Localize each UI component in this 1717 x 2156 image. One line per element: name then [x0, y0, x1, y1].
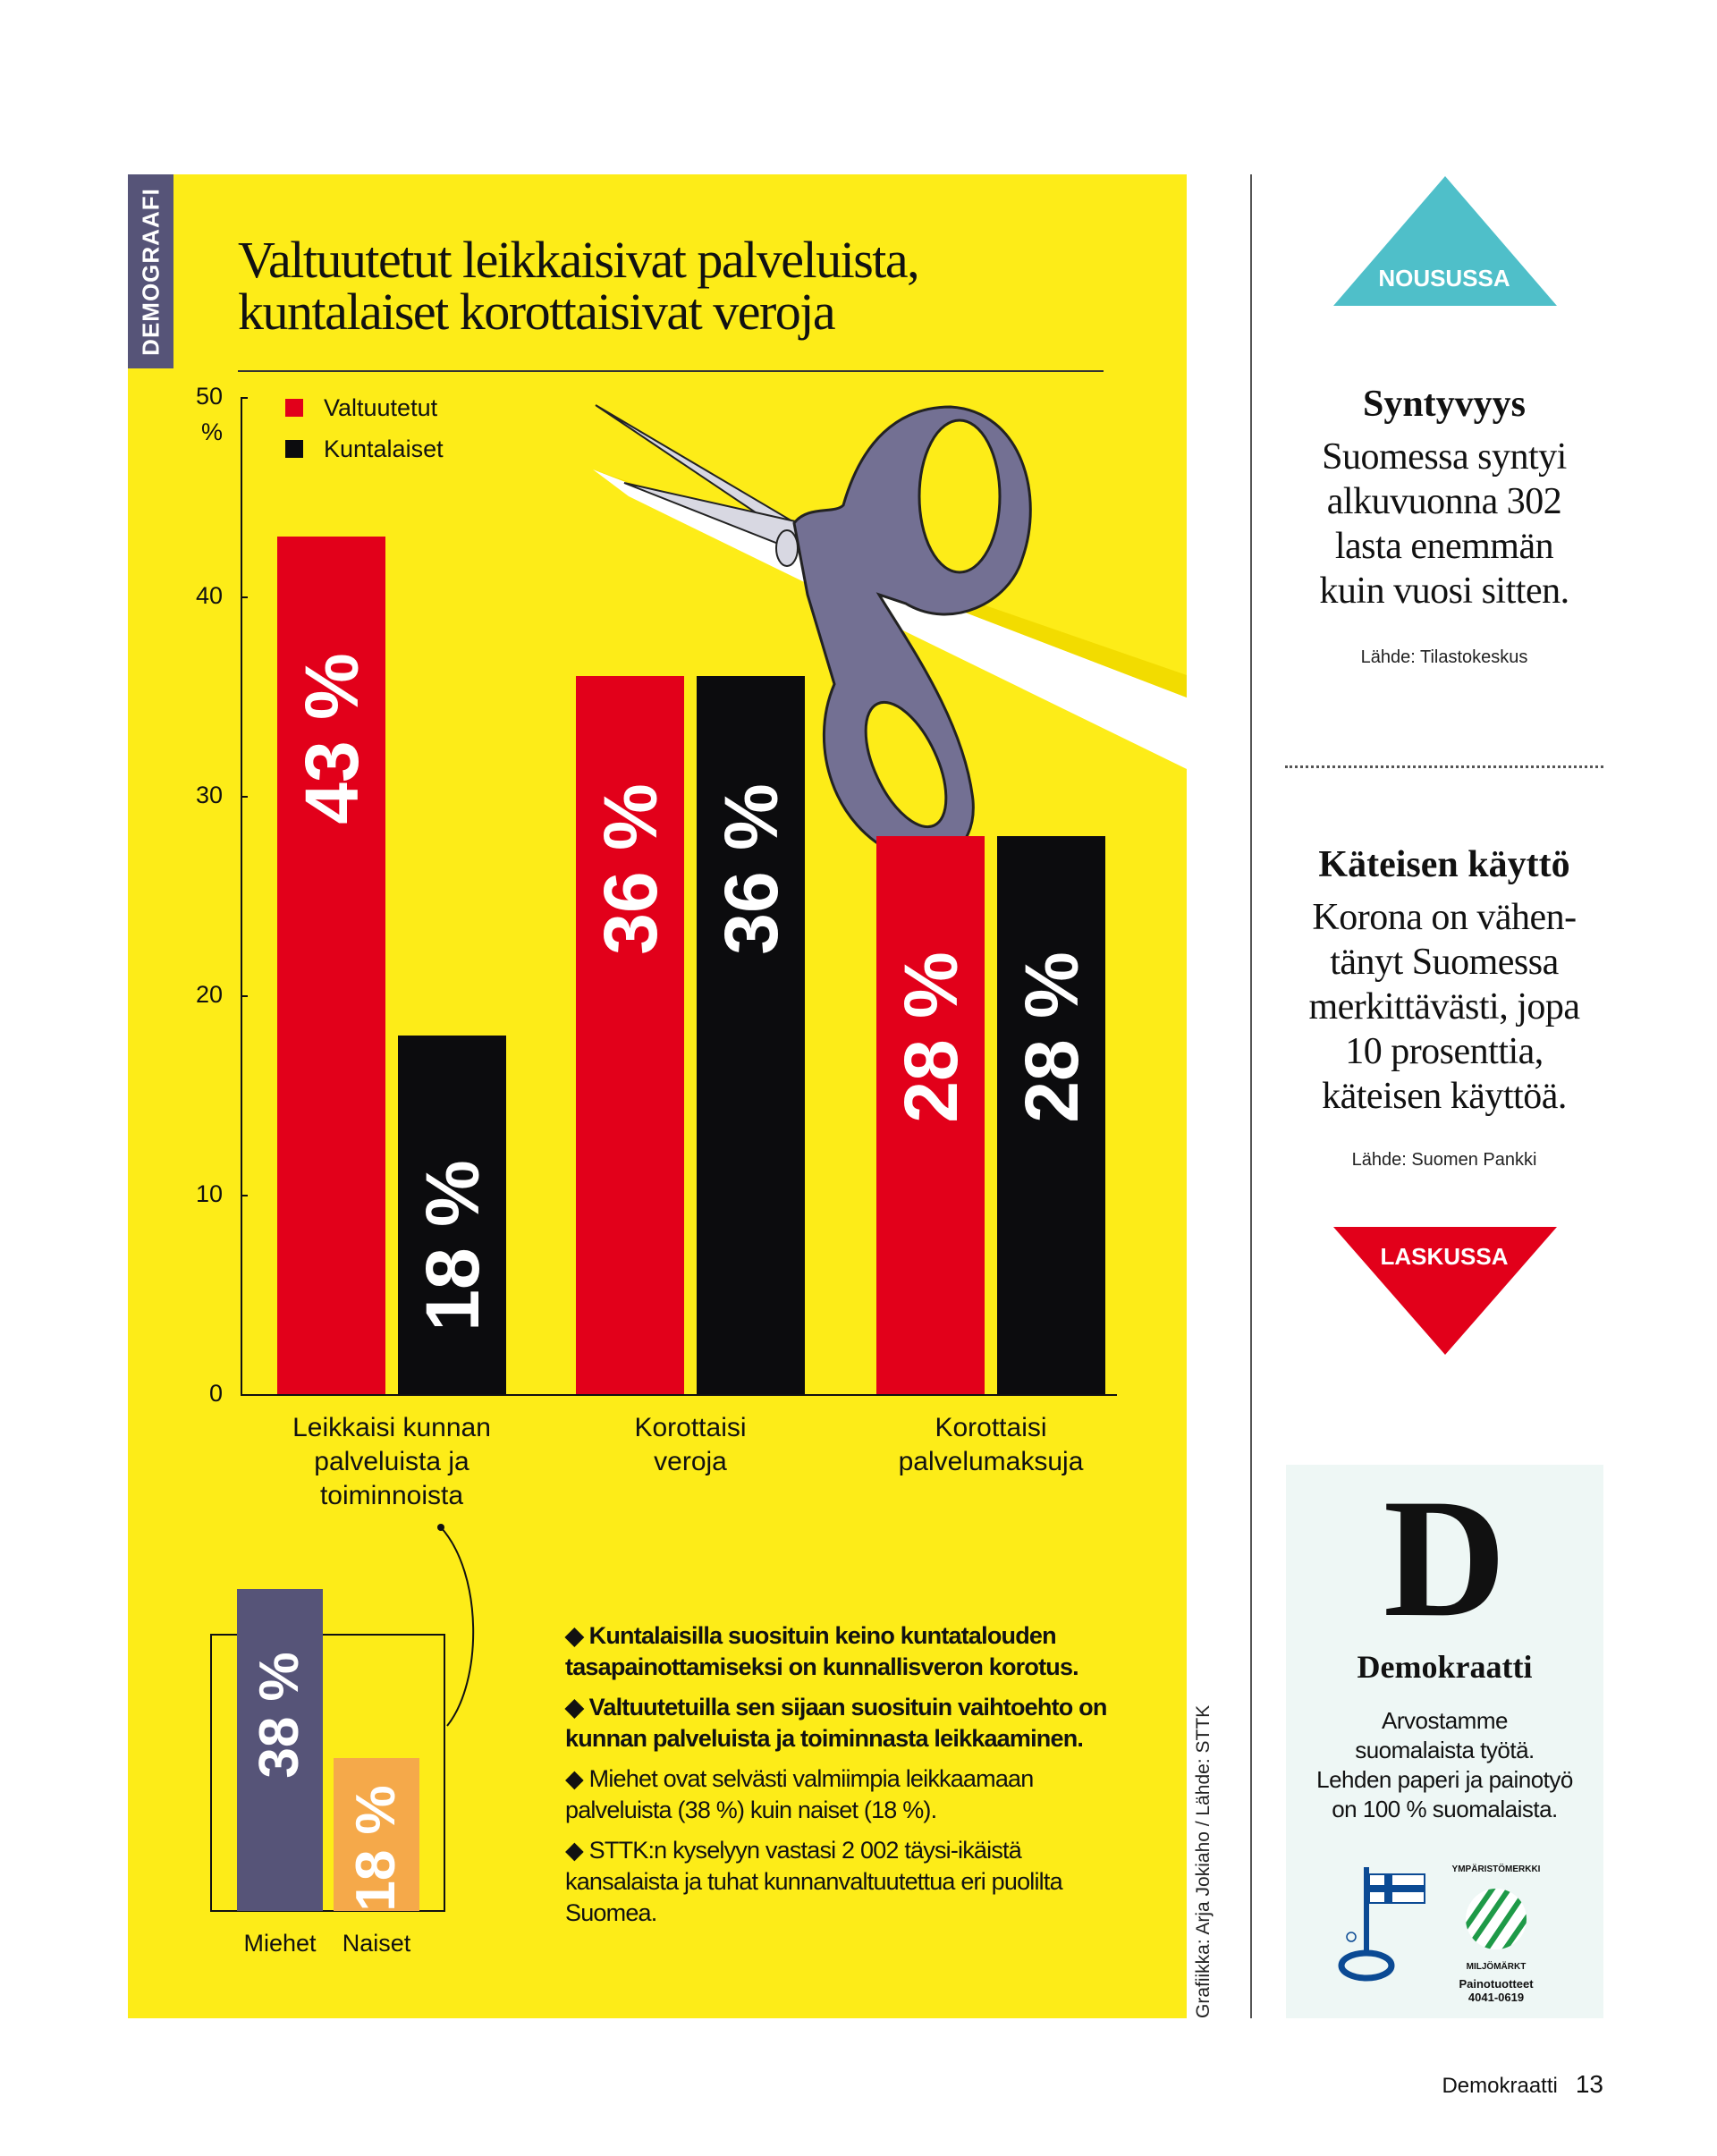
y-tick-label: 30: [195, 782, 223, 808]
inset-value-label: 18 %: [345, 1785, 407, 1912]
falling-heading: Käteisen käyttö: [1318, 844, 1570, 885]
legend-label: Kuntalaiset: [324, 435, 444, 462]
bar-value-label: 36 %: [708, 782, 793, 955]
y-tick-label: 50: [195, 383, 223, 410]
body-line: lasta enemmän: [1334, 526, 1554, 567]
y-tick-label: 10: [195, 1180, 223, 1207]
demokraatti-ad: [1286, 1465, 1603, 2018]
body-line: alkuvuonna 302: [1326, 481, 1562, 522]
title-line: kuntalaiset korottaisivat veroja: [238, 283, 835, 341]
y-tick-label: 40: [195, 582, 223, 609]
ad-line: Lehden paperi ja painotyö: [1316, 1766, 1573, 1793]
bullet-list: [565, 1620, 1120, 1938]
column-divider: [1250, 174, 1252, 2018]
bullet-item: ◆ Kuntalaisilla suosituin keino kuntatalouden tasapainottamiseksi on kunnallisveron korotus.: [565, 1622, 1078, 1680]
category-label-line: Korottaisi: [935, 1413, 1047, 1442]
bullet-item: ◆ Miehet ovat selvästi valmiimpia leikkaamaan palveluista (38 %) kuin naiset (18 %).: [565, 1765, 1034, 1823]
category-label-line: palvelumaksuja: [898, 1447, 1084, 1476]
ecolabel-text: [1442, 1977, 1550, 2004]
falling-source: Lähde: Suomen Pankki: [1351, 1150, 1537, 1170]
title-line: Valtuutetut leikkaisivat palveluista,: [238, 231, 919, 289]
category-label-line: Leikkaisi kunnan: [292, 1413, 491, 1442]
legend-label: Valtuutetut: [324, 394, 438, 421]
ad-line: Arvostamme: [1382, 1707, 1508, 1734]
ad-body: [1286, 1706, 1603, 1824]
ad-line: on 100 % suomalaista.: [1332, 1796, 1558, 1822]
bar-value-label: 28 %: [888, 951, 973, 1123]
body-line: kuin vuosi sitten.: [1319, 571, 1569, 612]
body-line: merkittävästi, jopa: [1308, 986, 1580, 1027]
dotted-separator: [1285, 765, 1603, 768]
ecolabel-top-text: YMPÄRISTÖMERKKI: [1451, 1864, 1541, 1874]
nordic-swan-ecolabel-icon: [1451, 1878, 1541, 1960]
body-line: Suomessa syntyi: [1322, 436, 1567, 478]
inset-value-label: 38 %: [249, 1651, 310, 1779]
ecolabel-bottom-text: MILJÖMÄRKT: [1466, 1962, 1527, 1972]
body-line: tänyt Suomessa: [1330, 942, 1559, 983]
inset-category-label: Miehet: [243, 1930, 317, 1957]
graphic-credit: Grafiikka: Arja Jokiaho / Lähde: STTK: [1193, 1704, 1214, 2018]
inset-category-label: Naiset: [342, 1930, 411, 1957]
y-tick-label: 0: [208, 1380, 223, 1407]
category-label-line: veroja: [654, 1447, 727, 1476]
body-line: käteisen käyttöä.: [1322, 1076, 1567, 1117]
rising-source: Lähde: Tilastokeskus: [1360, 647, 1528, 667]
rising-heading: Syntyvyys: [1362, 384, 1527, 425]
category-label-line: toiminnoista: [319, 1481, 464, 1510]
bar-value-label: 43 %: [289, 652, 374, 824]
key-flag-icon: [1335, 1867, 1442, 1983]
y-unit-label: %: [200, 419, 223, 445]
falling-body: [1285, 895, 1603, 1119]
rising-body: [1285, 435, 1603, 613]
rising-badge: NOUSUSSA: [1378, 265, 1510, 292]
body-line: 10 prosenttia,: [1345, 1031, 1544, 1072]
ecolabel-line: 4041-0619: [1467, 1991, 1525, 2004]
ecolabel-line: Painotuotteet: [1459, 1977, 1534, 1991]
footer-publication: Demokraatti: [1442, 2074, 1558, 2098]
inset-bar-naiset: [334, 1758, 419, 1911]
demokraatti-logo: D: [1383, 1465, 1507, 1653]
bar-value-label: 36 %: [588, 782, 672, 955]
section-tab: DEMOGRAAFI: [128, 174, 173, 368]
category-label-line: Korottaisi: [634, 1413, 747, 1442]
bar-value-label: 18 %: [410, 1160, 495, 1332]
inset-bar-miehet: [237, 1589, 323, 1911]
falling-badge: LASKUSSA: [1380, 1243, 1509, 1270]
brand-name: Demokraatti: [1357, 1649, 1533, 1685]
category-label-line: palveluista ja: [314, 1447, 469, 1476]
ad-line: suomalaista työtä.: [1355, 1737, 1535, 1763]
body-line: Korona on vähen-: [1312, 897, 1577, 938]
bar-value-label: 28 %: [1009, 951, 1094, 1123]
bullet-item: ◆ Valtuutetuilla sen sijaan suosituin vaihtoehto on kunnan palveluista ja toiminnasta leikkaaminen.: [565, 1694, 1107, 1752]
y-tick-label: 20: [195, 981, 223, 1008]
bullet-item: ◆ STTK:n kyselyyn vastasi 2 002 täysi-ikäistä kansalaista ja tuhat kunnanvaltuutettua eri puolilta Suomea.: [565, 1837, 1062, 1926]
page-footer: [1442, 2070, 1603, 2099]
page-number: 13: [1575, 2070, 1603, 2098]
